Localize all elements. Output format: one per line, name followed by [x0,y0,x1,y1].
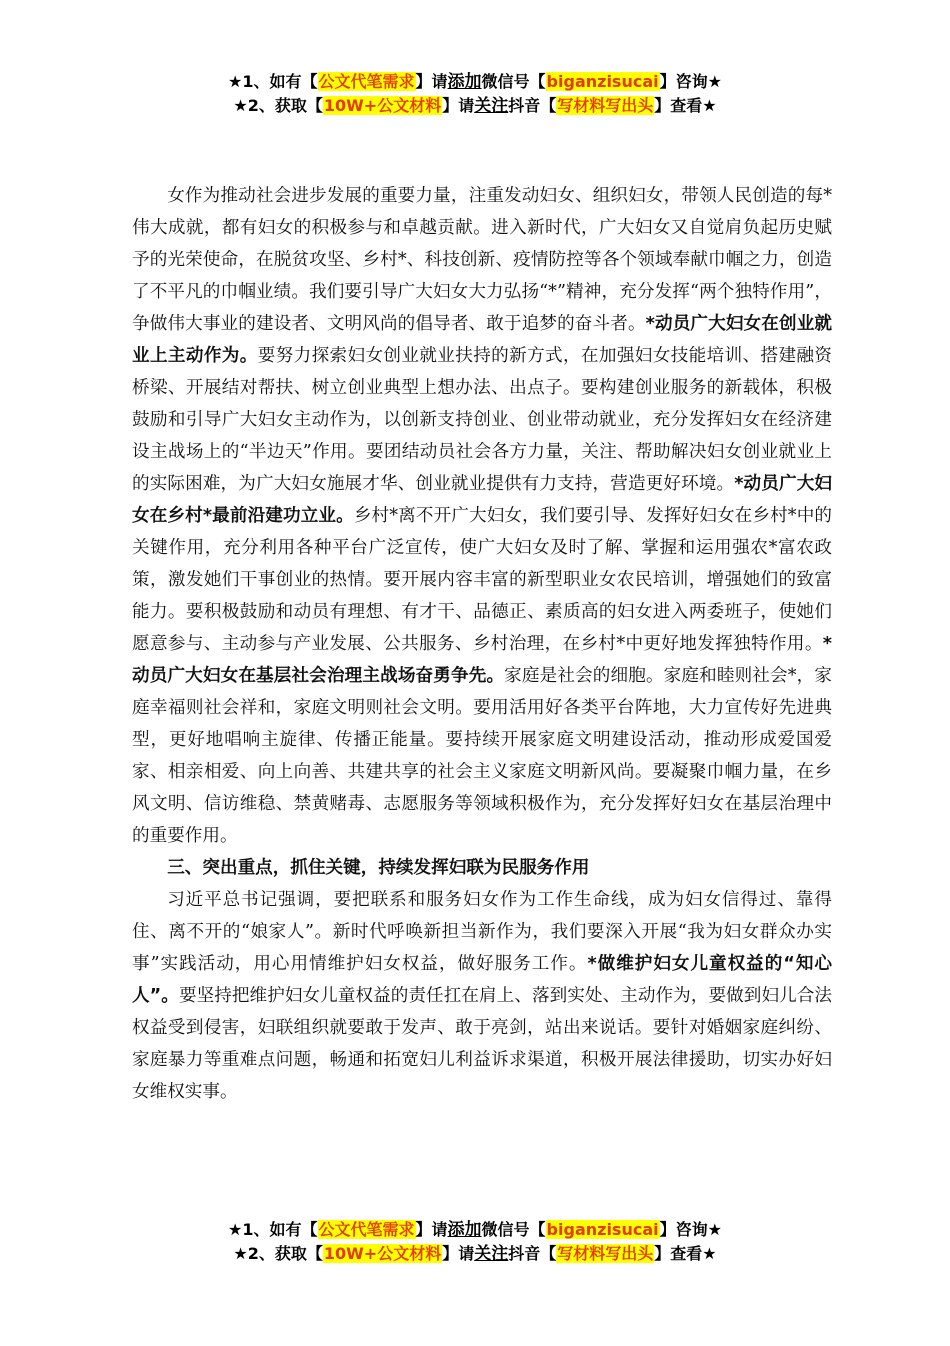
promo-text: 】请 [442,96,475,115]
promo-text: 】咨询★ [659,1220,722,1239]
paragraph-text: 乡村*离不开广大妇女，我们要引导、发挥好妇女在乡村*中的关键作用，充分利用各种平台广泛宣传，使广大妇女及时了解、掌握和运用强农*富农政策，激发她们干事创业的热情。要开展内容丰富的新型职业女农民培训，增强她们的致富能力。要积极鼓励和动员有理想、有才干、品德正、素质高的妇女进入两委班子，使她们愿意参与、主动参与产业发展、公共服务、乡村治理，在乡村*中更好地发挥独特作用。 [132,506,832,654]
body-paragraph-1 [132,180,832,852]
paragraph-text: 家庭是社会的细胞。家庭和睦则社会*，家庭幸福则社会祥和，家庭文明则社会文明。要用活用好各类平台阵地，大力宣传好先进典型，更好地唱响主旋律、传播正能量。要持续开展家庭文明建设活动，推动形成爱国爱家、相亲相爱、向上向善、共建共享的社会主义家庭文明新风尚。要凝聚巾帼力量，在乡风文明、信访维稳、禁黄赌毒、志愿服务等领域积极作为，充分发挥好妇女在基层治理中的重要作用。 [132,666,832,846]
promo-text: 】查看★ [654,96,717,115]
document-body [132,180,832,1108]
promo-text: 】咨询★ [659,72,722,91]
promo-text: 抖音【 [508,1244,557,1263]
promo-underline: 添加 [447,72,482,92]
promo-text: 】请 [415,1220,448,1239]
promo-underline: 关注 [474,1244,509,1264]
promo-douyin-id: 写材料写出头 [557,96,654,115]
promo-text: 】查看★ [654,1244,717,1263]
promo-text: ★1、如有【 [228,1220,318,1239]
promo-text: ★2、获取【 [233,1244,323,1263]
paragraph-text: 习近平总书记强调，要把联系和服务妇女作为工作生命线，成为妇女信得过、靠得住、离不开的“娘家人”。新时代呼唤新担当新作为，我们要深入开展“我为妇女群众办实事”实践活动，用心用情维护妇女权益，做好服务工作。 [132,890,832,974]
promo-line-1 [0,1218,950,1242]
promo-text: 】请 [415,72,448,91]
paragraph-text: 要坚持把维护妇女儿童权益的责任扛在肩上、落到实处、主动作为，要做到妇儿合法权益受到侵害，妇联组织就要敢于发声、敢于亮剑，站出来说话。要针对婚姻家庭纠纷、家庭暴力等重难点问题，畅通和拓宽妇儿利益诉求渠道，积极开展法律援助，切实办好妇女维权实事。 [132,986,832,1102]
promo-wechat-id: biganzisucai [546,72,659,91]
promo-highlight: 10W+公文材料 [323,1244,442,1263]
promo-highlight: 公文代笔需求 [318,72,415,91]
paragraph-text: 女作为推动社会进步发展的重要力量，注重发动妇女、组织妇女，带领人民创造的每*伟大成就，都有妇女的积极参与和卓越贡献。进入新时代，广大妇女又自觉肩负起历史赋予的光荣使命，在脱贫攻坚、乡村*、科技创新、疫情防控等各个领域奉献巾帼之力，创造了不平凡的巾帼业绩。我们要引导广大妇女大力弘扬“*”精神，充分发挥“两个独特作用”，争做伟大事业的建设者、文明风尚的倡导者、敢于追梦的奋斗者。 [132,186,832,334]
bold-point-rights: *做维护妇女儿童权益的“知心人”。 [132,954,833,1006]
promo-text: 抖音【 [508,96,557,115]
promo-text: ★2、获取【 [233,96,323,115]
promo-highlight: 10W+公文材料 [323,96,442,115]
bold-point-rural: *动员广大妇女在乡村*最前沿建功立业。 [132,474,832,526]
bold-point-governance: *动员广大妇女在基层社会治理主战场奋勇争先。 [132,634,832,686]
promo-banner-top [0,70,950,118]
paragraph-text: 要努力探索妇女创业就业扶持的新方式，在加强妇女技能培训、搭建融资桥梁、开展结对帮扶、树立创业典型上想办法、出点子。要构建创业服务的新载体，积极鼓励和引导广大妇女主动作为，以创新支持创业、创业带动就业，充分发挥妇女在经济建设主战场上的“半边天”作用。要团结动员社会各方力量，关注、帮助解决妇女创业就业上的实际困难，为广大妇女施展才华、创业就业提供有力支持，营造更好环境。 [132,346,832,494]
promo-text: 】请 [442,1244,475,1263]
promo-line-1 [0,70,950,94]
promo-text: ★1、如有【 [228,72,318,91]
promo-wechat-id: biganzisucai [546,1220,659,1239]
promo-douyin-id: 写材料写出头 [557,1244,654,1263]
promo-text: 微信号【 [481,72,546,91]
promo-underline: 关注 [474,96,509,116]
promo-line-2 [0,94,950,118]
promo-text: 微信号【 [481,1220,546,1239]
body-paragraph-2 [132,884,832,1108]
bold-point-entrepreneurship: *动员广大妇女在创业就业上主动作为。 [132,314,832,366]
promo-line-2 [0,1242,950,1266]
section-heading-3: 三、突出重点，抓住关键，持续发挥妇联为民服务作用 [167,858,590,878]
promo-banner-bottom [0,1218,950,1266]
promo-highlight: 公文代笔需求 [318,1220,415,1239]
promo-underline: 添加 [447,1220,482,1240]
